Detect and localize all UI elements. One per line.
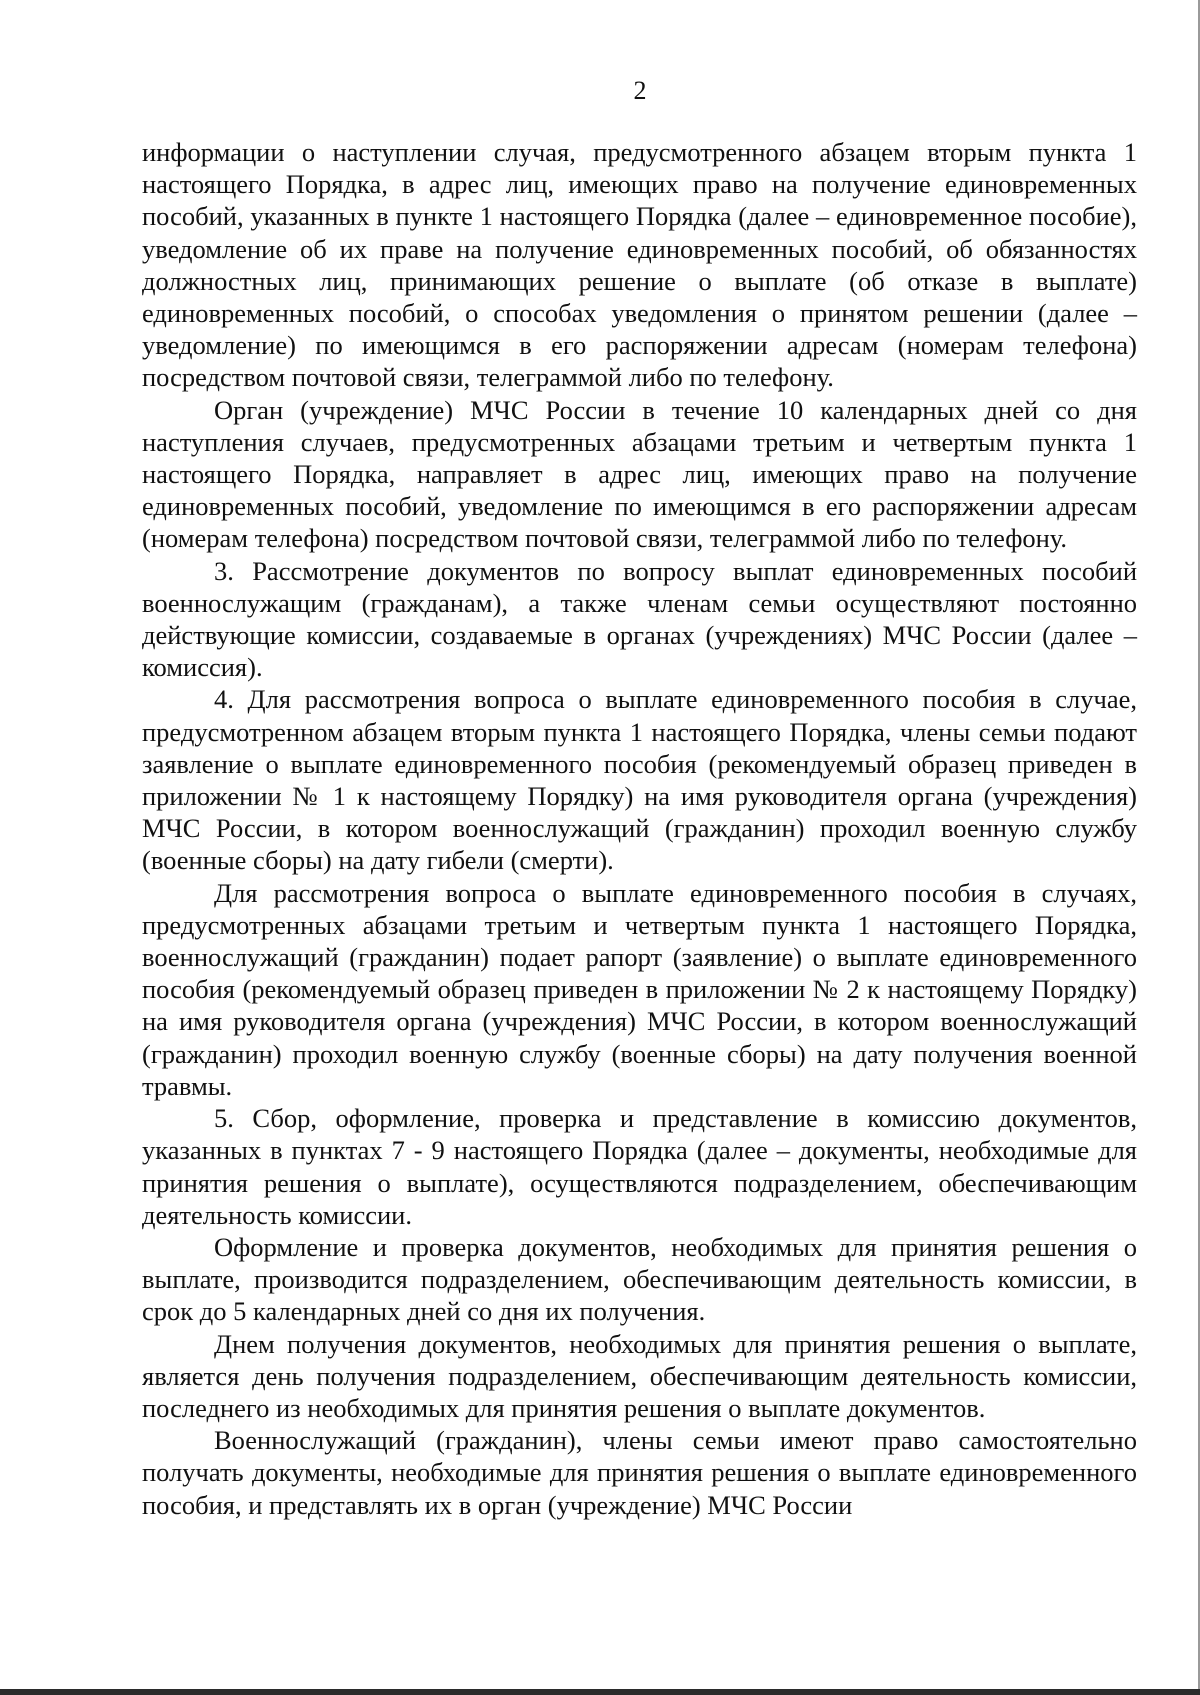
paragraph-5: Для рассмотрения вопроса о выплате единовременного пособия в случаях, предусмотренных абзацами третьим и четвертым пункта 1 настоящего Порядка, военнослужащий (гражданин) подает рапорт (заявление) о выплате единовременного пособия (рекомендуемый образец приведен в приложении № 2 к настоящему Порядку) на имя руководителя органа (учреждения) МЧС России, в котором военнослужащий (гражданин) проходил военную службу (военные сборы) на дату получения военной травмы. — [142, 877, 1137, 1101]
paragraph-8: Днем получения документов, необходимых для принятия решения о выплате, является день получения подразделением, обеспечивающим деятельность комиссии, последнего из необходимых для принятия решения о выплате документов. — [142, 1328, 1137, 1423]
paragraph-1: информации о наступлении случая, предусмотренного абзацем вторым пункта 1 настоящего Порядка, в адрес лиц, имеющих право на получение единовременных пособий, указанных в пункте 1 настоящего Порядка (далее – единовременное пособие), уведомление об их праве на получение единовременных пособий, об обязанностях должностных лиц, принимающих решение о выплате (об отказе в выплате) единовременных пособий, о способах уведомления о принятом решении (далее – уведомление) по имеющимся в его распоряжении адресам (номерам телефона) посредством почтовой связи, телеграммой либо по телефону. — [142, 137, 1137, 393]
paragraph-3: 3. Рассмотрение документов по вопросу выплат единовременных пособий военнослужащим (гражданам), а также членам семьи осуществляют постоянно действующие комиссии, создаваемые в органах (учреждениях) МЧС России (далее – комиссия). — [142, 555, 1137, 683]
page-number: 2 — [633, 76, 647, 105]
paragraph-6: 5. Сбор, оформление, проверка и представление в комиссию документов, указанных в пунктах 7 - 9 настоящего Порядка (далее – документы, необходимые для принятия решения о выплате), осуществляются подразделением, обеспечивающим деятельность комиссии. — [142, 1103, 1137, 1230]
paragraph-2: Орган (учреждение) МЧС России в течение 10 календарных дней со дня наступления случаев, предусмотренных абзацами третьим и четвертым пункта 1 настоящего Порядка, направляет в адрес лиц, имеющих право на получение единовременных пособий, уведомление по имеющимся в его распоряжении адресам (номерам телефона) посредством почтовой связи, телеграммой либо по телефону. — [142, 394, 1137, 554]
scan-edge-bottom — [0, 1689, 1200, 1695]
paragraph-7: Оформление и проверка документов, необходимых для принятия решения о выплате, производится подразделением, обеспечивающим деятельность комиссии, в срок до 5 календарных дней со дня их получения. — [142, 1231, 1137, 1327]
paragraph-9: Военнослужащий (гражданин), члены семьи имеют право самостоятельно получать документы, необходимые для принятия решения о выплате единовременного пособия, и представлять их в орган (учреждение) МЧС России — [142, 1425, 1137, 1520]
paragraph-4: 4. Для рассмотрения вопроса о выплате единовременного пособия в случае, предусмотренном абзацем вторым пункта 1 настоящего Порядка, члены семьи подают заявление о выплате единовременного пособия (рекомендуемый образец приведен в приложении № 1 к настоящему Порядку) на имя руководителя органа (учреждения) МЧС России, в котором военнослужащий (гражданин) проходил военную службу (военные сборы) на дату гибели (смерти). — [142, 684, 1137, 876]
document-body — [142, 136, 1137, 1521]
